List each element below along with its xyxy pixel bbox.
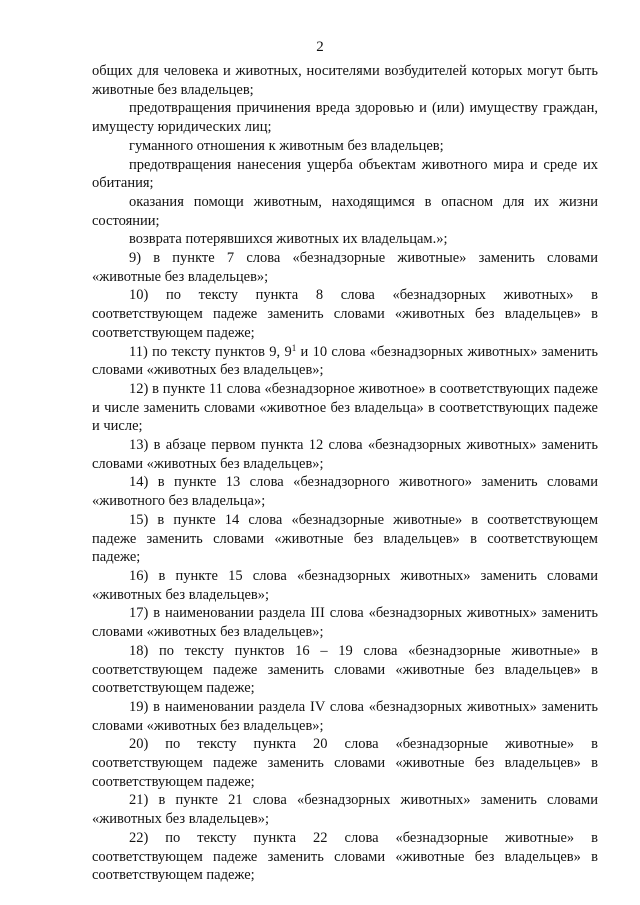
amendment-item-22: 22) по тексту пункта 22 слова «безнадзорные животные» в соответствующем падеже заменить словами «животные без владельцев» в соответствующем падеже; xyxy=(92,829,598,884)
amendment-item-11-text-rest: и 10 слова «безнадзорных животных» заменить словами «животных без владельцев»; xyxy=(92,343,598,379)
amendment-item-18: 18) по тексту пунктов 16 – 19 слова «безнадзорные животные» в соответствующем падеже заменить словами «животные без владельцев» в соответствующем падеже; xyxy=(92,642,598,697)
amendment-item-11 xyxy=(92,343,598,380)
amendment-item-15: 15) в пункте 14 слова «безнадзорные животные» в соответствующем падеже заменить словами «животные без владельцев» в соответствующем падеже; xyxy=(92,511,598,566)
amendment-item-16: 16) в пункте 15 слова «безнадзорных животных» заменить словами «животных без владельцев»; xyxy=(92,567,598,603)
amendment-item-9: 9) в пункте 7 слова «безнадзорные животные» заменить словами «животные без владельцев»; xyxy=(92,250,598,285)
amendment-item-20: 20) по тексту пункта 20 слова «безнадзорные животные» в соответствующем падеже заменить словами «животные без владельцев» в соответствующем падеже; xyxy=(92,736,598,790)
superscript-index: 1 xyxy=(291,342,297,353)
amendment-item-10: 10) по тексту пункта 8 слова «безнадзорных животных» в соответствующем падеже заменить словами «животных без владельцев» в соответствующем падеже; xyxy=(92,287,598,341)
amendment-item-17: 17) в наименовании раздела III слова «безнадзорных животных» заменить словами «животных без владельцев»; xyxy=(92,605,598,641)
amendment-item-11-text: 11) по тексту пунктов 9, 9 xyxy=(129,343,292,360)
list-item: гуманного отношения к животным без владельцев; xyxy=(129,137,444,154)
page-number: 2 xyxy=(316,39,324,55)
amendment-item-14: 14) в пункте 13 слова «безнадзорного животного» заменить словами «животного без владельца»; xyxy=(92,474,598,510)
list-item: оказания помощи животным, находящимся в опасном для их жизни состоянии; xyxy=(92,193,598,229)
list-item: предотвращения нанесения ущерба объектам животного мира и среде их обитания; xyxy=(92,156,598,192)
amendment-item-13: 13) в абзаце первом пункта 12 слова «безнадзорных животных» заменить словами «животных без владельцев»; xyxy=(92,437,598,472)
amendment-item-21: 21) в пункте 21 слова «безнадзорных животных» заменить словами «животных без владельцев»; xyxy=(92,792,598,828)
paragraph-continuation: общих для человека и животных, носителями возбудителей которых могут быть животные без владельцев; xyxy=(92,63,598,98)
list-item: возврата потерявшихся животных их владельцам.»; xyxy=(129,231,448,248)
document-body xyxy=(92,62,598,885)
list-item: предотвращения причинения вреда здоровью и (или) имуществу граждан, имущесту юридических лиц; xyxy=(92,100,598,136)
amendment-item-19: 19) в наименовании раздела IV слова «безнадзорных животных» заменить словами «животных без владельцев»; xyxy=(92,698,598,734)
amendment-item-12: 12) в пункте 11 слова «безнадзорное животное» в соответствующих падеже и числе заменить словами «животное без владельца» в соответствующих падеже и числе; xyxy=(92,380,598,435)
